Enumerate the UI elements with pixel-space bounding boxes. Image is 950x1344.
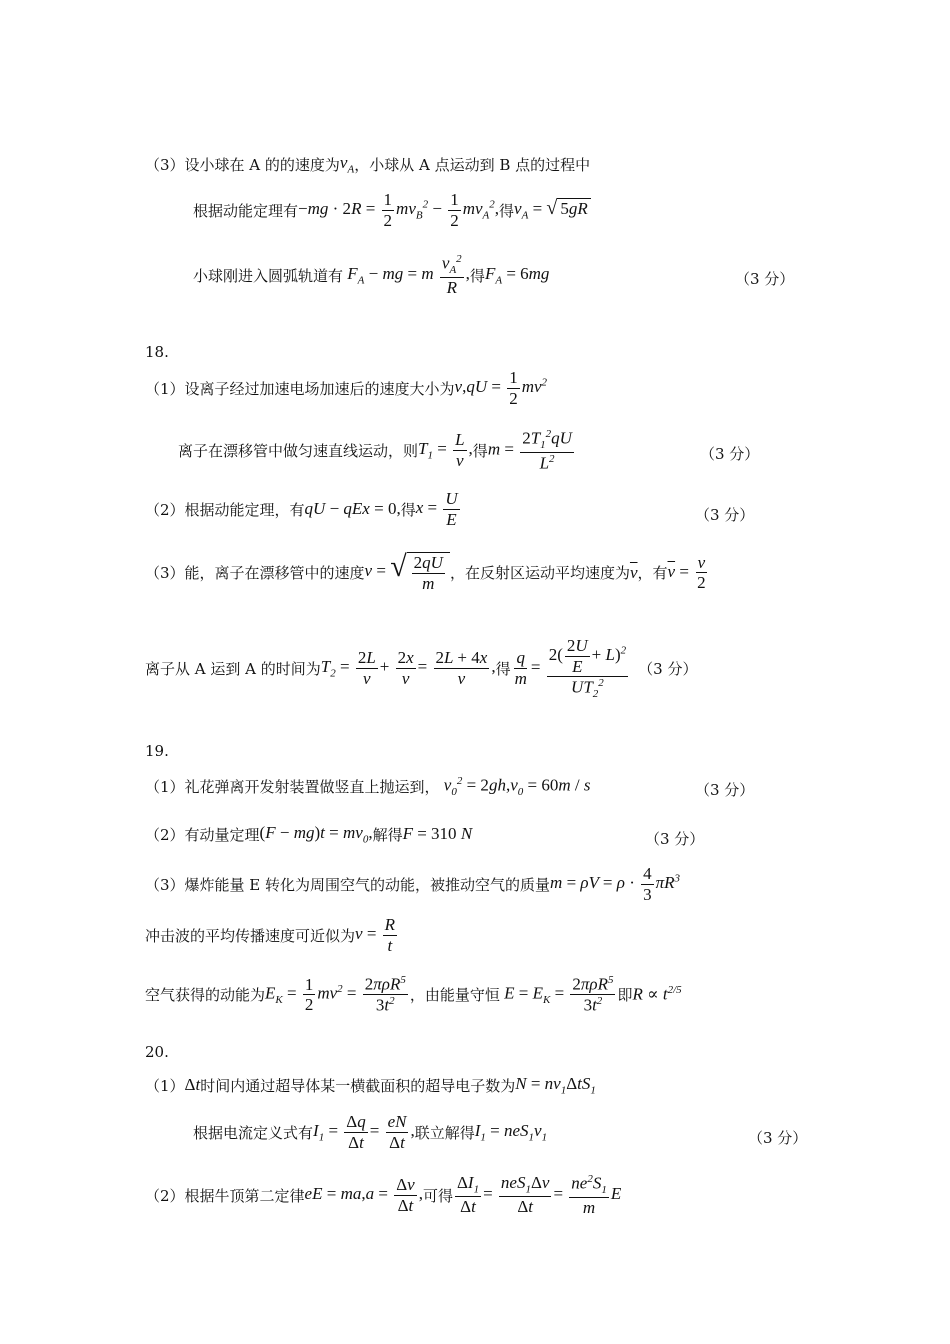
- q19-p1-formula: $v_0^2 = 2gh,v_0 = 60m / s$: [439, 775, 591, 799]
- q17-energy-text: 根据动能定理有: [193, 201, 299, 220]
- q19-p1-text: （1）礼花弹离开发射装置做竖直上抛运到，: [145, 778, 440, 797]
- FA-result: $F_A = 6mg$: [484, 263, 550, 287]
- q20-p1-text: （1）: [145, 1076, 185, 1095]
- q17-energy-line: [193, 190, 591, 230]
- q20-part2-line: [145, 1173, 621, 1217]
- energy-formula: −mg · 2R = $\frac{1}{2}$ $mv_B^2$ − $\frac{1}{2}$ $mv_A^2$,: [298, 190, 500, 230]
- q20-N-formula: $N = nv_1\Delta tS_1$: [515, 1074, 596, 1097]
- q19-ke-formula: $E_K$ = $\frac{1}{2}$ $mv^2$ = $\frac{2\pi\rho R^5}{3t^2}$: [265, 974, 406, 1015]
- q19-ke-text: 空气获得的动能为: [145, 986, 266, 1005]
- q18-score-2: （3 分）: [695, 506, 755, 524]
- q20-p2-text: （2）根据牛顶第二定律: [145, 1186, 305, 1205]
- word-de-1: 得: [499, 201, 515, 220]
- q18-p3-text3: ，有: [637, 564, 668, 583]
- q19-F-result: F = 310 N: [402, 824, 473, 844]
- q20-newton-formula: eE = ma,a = $\frac{\Delta v}{\Delta t}$ ,: [304, 1175, 423, 1215]
- q17-enter-text: 小球刚进入圆弧轨道有: [193, 266, 344, 285]
- word-lianli: 联立解得: [414, 1123, 475, 1142]
- q18-p2-text: （2）根据动能定理，有: [145, 500, 305, 519]
- q19-ke-text2: ，由能量守恒: [409, 986, 500, 1005]
- q20-current-formula: $I_1$ = $\frac{\Delta q}{\Delta t}$ = $\frac{eN}{\Delta t}$ ,: [313, 1112, 415, 1152]
- q20-current-text: 根据电流定义式有: [193, 1123, 314, 1142]
- q19-p2-formula: $(F - mg)t = mv_0$,: [259, 823, 373, 846]
- q18-score-3: （3 分）: [638, 659, 698, 678]
- q18-p3-text: （3）能，离子在漂移管中的速度: [145, 564, 365, 583]
- word-ji: 即: [617, 986, 633, 1005]
- q19-number: 19.: [145, 742, 169, 760]
- q19-mass-formula: m = ρV = ρ · $\frac{4}{3}$ $\pi R^3$: [550, 864, 681, 904]
- q18-qm-result: $\frac{q}{m}$ = 2( $\frac{2U}{E}$ + L)$^2$ $UT_2^2$: [514, 636, 627, 701]
- q18-p2-formula: qU − qEx = 0,: [304, 499, 401, 519]
- formula-vA: $v_A$: [339, 153, 355, 176]
- q18-p1-text: （1）设离子经过加速电场加速后的速度大小为: [145, 379, 455, 398]
- word-de-4: 得: [400, 500, 416, 519]
- q19-wave-formula: v = $\frac{R}{t}$: [355, 915, 396, 955]
- q18-part2-line: [145, 489, 462, 529]
- q19-part2-line: [145, 823, 472, 845]
- avg-v-symbol: $\overline{v}$: [629, 562, 638, 582]
- q19-score-1: （3 分）: [695, 781, 755, 799]
- q17-part3-line: [145, 153, 590, 175]
- q18-v-formula: v = √ $\frac{2qU}{m}$: [365, 552, 450, 593]
- q18-part1-line: [145, 368, 547, 408]
- q18-mass-result: m = $\frac{2T_1^2qU}{L^2}$: [487, 428, 572, 473]
- q20-current-line: [193, 1112, 547, 1152]
- q17-p3-text: （3）设小球在 A 的的速度为: [145, 155, 340, 174]
- q20-I1-result: $I_1 = neS_1v_1$: [474, 1120, 548, 1144]
- q19-proportional: $R \propto t^{2/5}$: [632, 984, 682, 1005]
- q18-time-line: [145, 636, 697, 701]
- vA-result: $v_A$ = √ 5 gR: [514, 198, 591, 221]
- q18-drift-text: 离子在漂移管中做匀速直线运动，则: [178, 441, 419, 460]
- q19-wave-line: [145, 915, 399, 955]
- q19-energy-formula: $E = E_K$ = $\frac{2\pi\rho R^5}{3t^2}$: [499, 974, 614, 1015]
- q18-part3-line: [145, 552, 710, 593]
- q19-part3-line: [145, 864, 680, 904]
- delta-t: Δt: [184, 1075, 201, 1095]
- q20-dI-result: $\frac{\Delta I_1}{\Delta t}$ = $\frac{neS_1\Delta v}{\Delta t}$ = $\frac{ne^2S_1}{m}$ E: [456, 1173, 622, 1217]
- q19-wave-text: 冲击波的平均传播速度可近似为: [145, 926, 356, 945]
- word-de-3: 得: [472, 441, 488, 460]
- q18-number: 18.: [145, 343, 169, 361]
- q20-p1-text2: 时间内通过超导体某一横截面积的超导电子数为: [200, 1076, 516, 1095]
- q19-p3-text: （3）爆炸能量 E 转化为周围空气的动能，被推动空气的质量: [145, 875, 551, 894]
- q17-enter-line: [193, 253, 549, 297]
- q18-score-1: （3 分）: [700, 445, 760, 463]
- q17-score: （3 分）: [735, 270, 795, 288]
- q17-p3-text2: ，小球从 A 点运动到 B 点的过程中: [354, 155, 591, 174]
- q19-score-2: （3 分）: [645, 830, 705, 848]
- q18-x-result: x = $\frac{U}{E}$: [415, 489, 458, 529]
- avg-v-formula: $\overline{v}$ = $\frac{v}{2}$: [667, 552, 706, 593]
- word-de-2: 得: [469, 266, 485, 285]
- q19-p2-text: （2）有动量定理: [145, 825, 260, 844]
- word-kede: 可得: [422, 1186, 453, 1205]
- enter-formula: $F_A$ − mg = m $\frac{v_A^2}{R}$ ,: [343, 253, 470, 297]
- q20-number: 20.: [145, 1043, 169, 1061]
- word-jiede: 解得: [372, 825, 403, 844]
- q20-score: （3 分）: [748, 1129, 808, 1147]
- q19-ke-line: [145, 974, 682, 1015]
- q18-p3-text2: ，在反射区运动平均速度为: [449, 564, 630, 583]
- q18-time-text: 离子从 A 运到 A 的时间为: [145, 659, 321, 678]
- q18-time-formula: $T_2$ = $\frac{2L}{v}$ + $\frac{2x}{v}$ = $\frac{2L + 4x}{v}$ ,: [320, 648, 496, 688]
- q18-drift-formula: $T_1$ = $\frac{L}{v}$ ,: [418, 430, 473, 470]
- q20-part1-line: [145, 1074, 596, 1096]
- q18-p1-formula: v,qU = $\frac{1}{2}$ $mv^2$: [454, 368, 548, 408]
- word-de-5: 得: [495, 659, 511, 678]
- q19-part1-line: [145, 775, 590, 798]
- q18-drift-line: [178, 428, 576, 473]
